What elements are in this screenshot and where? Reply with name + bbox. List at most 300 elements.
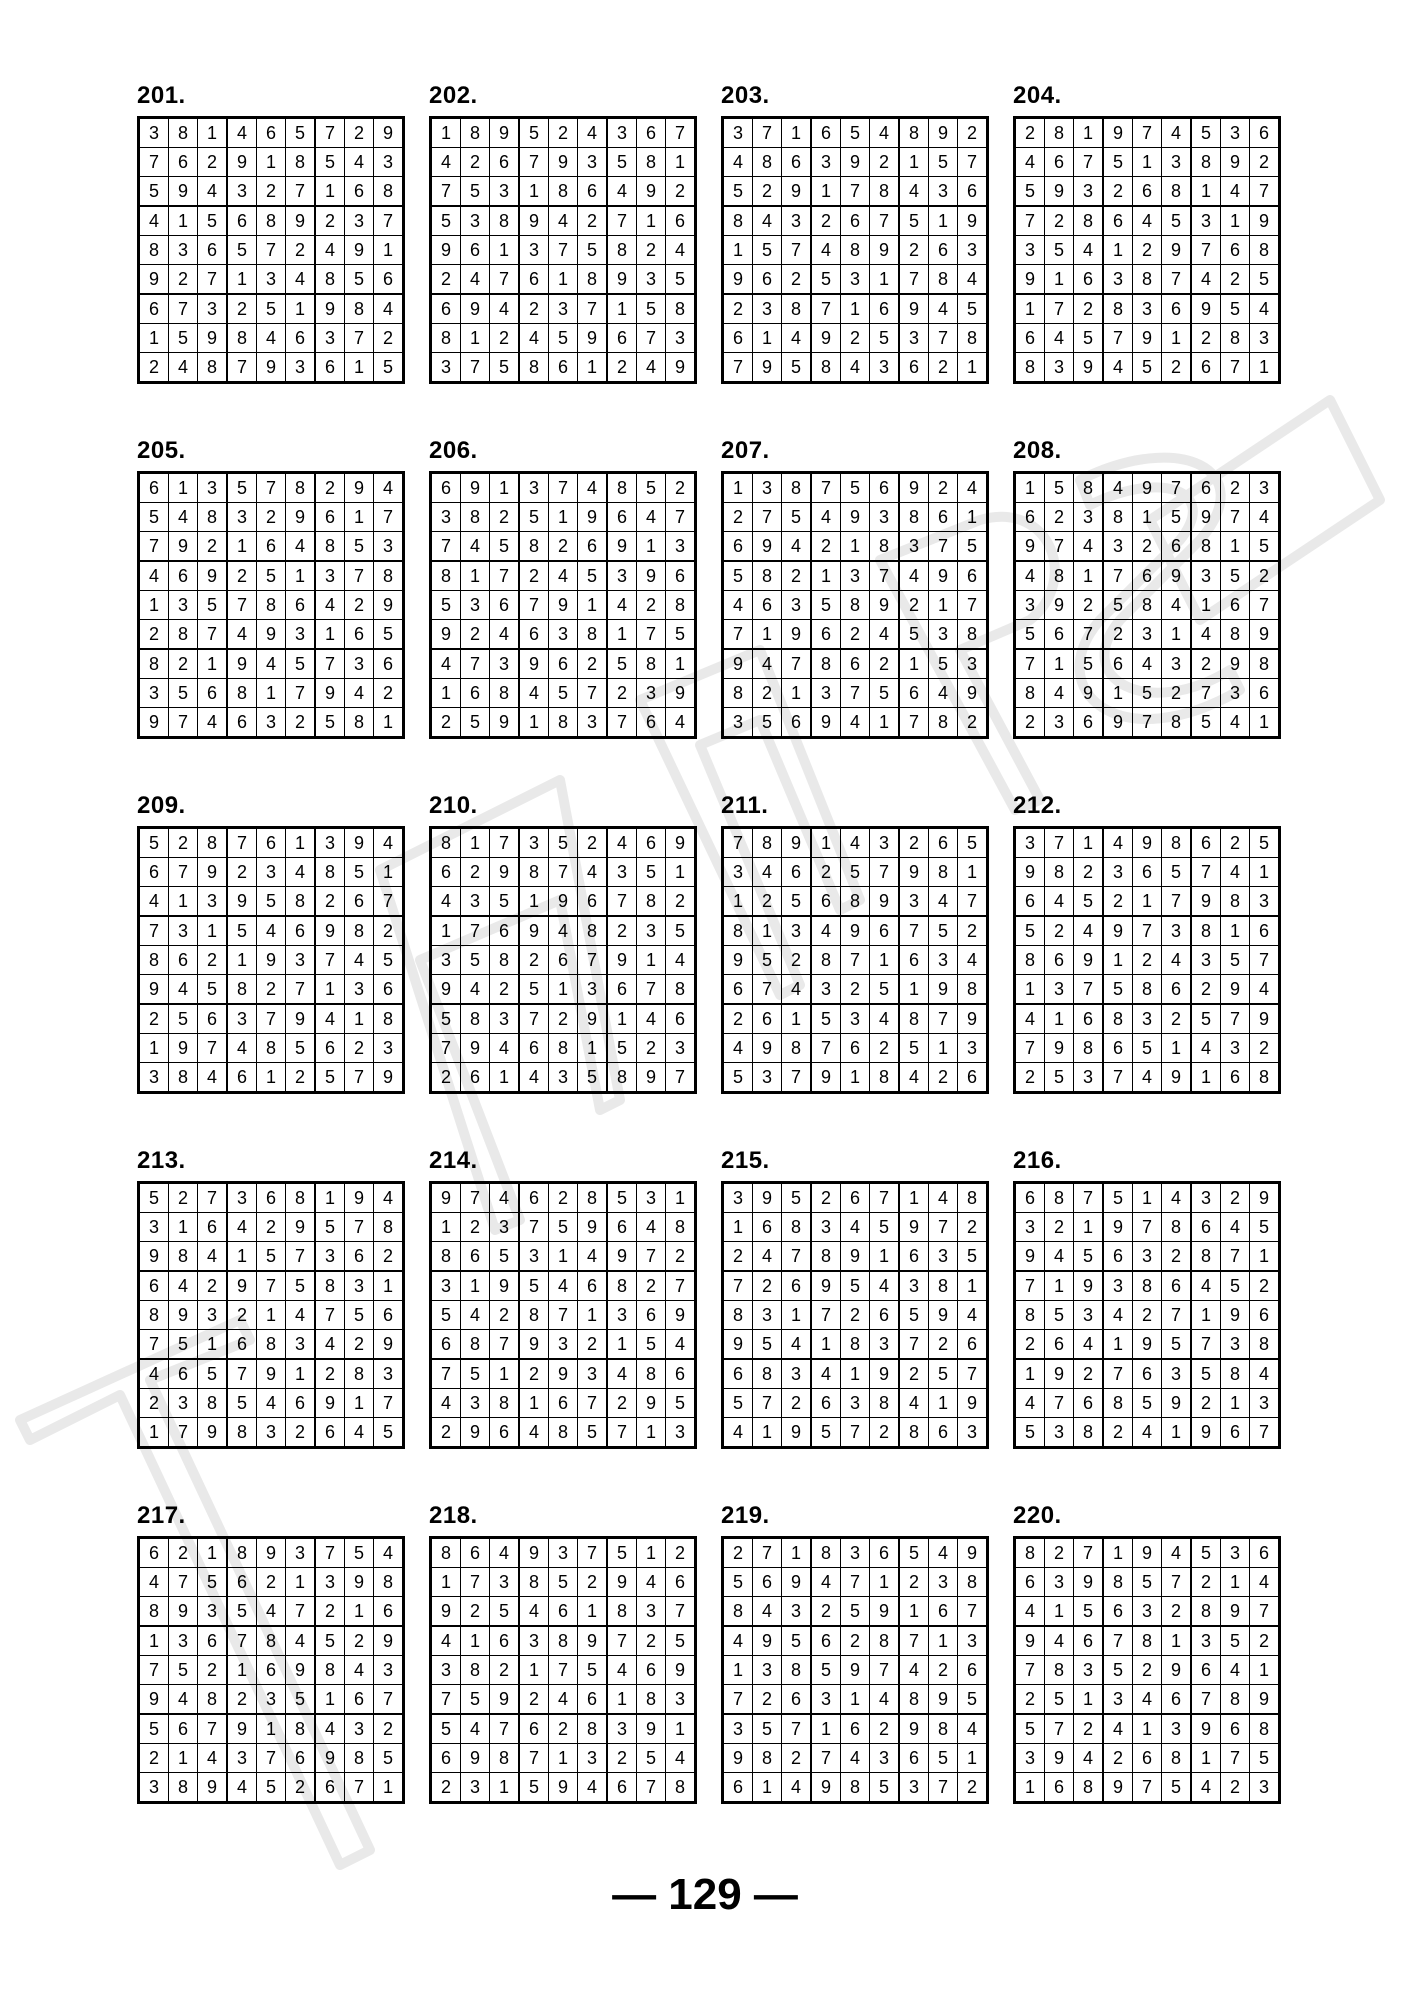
sudoku-cell: 7 bbox=[1015, 1656, 1045, 1685]
sudoku-cell: 3 bbox=[549, 1538, 578, 1568]
sudoku-cell: 5 bbox=[139, 1183, 169, 1213]
sudoku-cell: 5 bbox=[1250, 1213, 1280, 1242]
sudoku-cell: 8 bbox=[549, 1626, 578, 1656]
sudoku-cell: 1 bbox=[666, 858, 696, 887]
sudoku-cell: 2 bbox=[753, 177, 782, 207]
sudoku-cell: 4 bbox=[1250, 975, 1280, 1005]
sudoku-cell: 6 bbox=[1045, 946, 1074, 975]
sudoku-cell: 5 bbox=[870, 975, 900, 1005]
sudoku-cell: 2 bbox=[1221, 828, 1250, 858]
sudoku-cell: 9 bbox=[549, 1773, 578, 1803]
sudoku-cell: 2 bbox=[782, 1744, 812, 1773]
sudoku-cell: 7 bbox=[461, 1183, 490, 1213]
sudoku-cell: 9 bbox=[286, 206, 316, 236]
sudoku-cell: 3 bbox=[1074, 1301, 1104, 1330]
sudoku-cell: 1 bbox=[958, 1271, 988, 1301]
sudoku-cell: 9 bbox=[431, 1597, 461, 1627]
puzzle-number: 212. bbox=[1013, 792, 1062, 819]
puzzle-number: 208. bbox=[1013, 437, 1062, 464]
sudoku-cell: 9 bbox=[431, 236, 461, 265]
sudoku-cell: 4 bbox=[958, 1714, 988, 1744]
sudoku-cell: 1 bbox=[1015, 1359, 1045, 1389]
sudoku-cell: 9 bbox=[811, 708, 841, 738]
sudoku-cell: 6 bbox=[1133, 858, 1162, 887]
sudoku-cell: 9 bbox=[286, 503, 316, 532]
sudoku-cell: 2 bbox=[1191, 975, 1221, 1005]
sudoku-cell: 2 bbox=[637, 1034, 666, 1063]
sudoku-cell: 1 bbox=[315, 177, 345, 207]
sudoku-cell: 4 bbox=[139, 1359, 169, 1389]
sudoku-cell: 1 bbox=[198, 118, 228, 148]
sudoku-cell: 1 bbox=[519, 887, 549, 917]
sudoku-cell: 6 bbox=[578, 1271, 608, 1301]
sudoku-cell: 9 bbox=[1103, 1213, 1133, 1242]
sudoku-cell: 6 bbox=[286, 591, 316, 620]
sudoku-cell: 5 bbox=[1133, 353, 1162, 383]
sudoku-cell: 8 bbox=[315, 532, 345, 562]
sudoku-cell: 3 bbox=[1162, 916, 1192, 946]
sudoku-cell: 7 bbox=[519, 1004, 549, 1034]
sudoku-cell: 5 bbox=[782, 353, 812, 383]
sudoku-cell: 7 bbox=[169, 708, 198, 738]
sudoku-cell: 1 bbox=[169, 887, 198, 917]
sudoku-cell: 1 bbox=[1162, 1034, 1192, 1063]
sudoku-cell: 1 bbox=[1103, 1330, 1133, 1360]
sudoku-cell: 6 bbox=[637, 1656, 666, 1685]
sudoku-cell: 1 bbox=[666, 1714, 696, 1744]
sudoku-cell: 4 bbox=[929, 294, 958, 324]
sudoku-cell: 8 bbox=[1162, 1213, 1192, 1242]
sudoku-cell: 8 bbox=[958, 620, 988, 650]
sudoku-cell: 4 bbox=[1191, 265, 1221, 295]
sudoku-cell: 5 bbox=[929, 1359, 958, 1389]
sudoku-cell: 2 bbox=[169, 1183, 198, 1213]
sudoku-cell: 6 bbox=[929, 236, 958, 265]
sudoku-cell: 7 bbox=[782, 1242, 812, 1272]
sudoku-cell: 5 bbox=[1191, 118, 1221, 148]
sudoku-cell: 6 bbox=[461, 1538, 490, 1568]
sudoku-cell: 7 bbox=[1074, 975, 1104, 1005]
sudoku-cell: 9 bbox=[899, 294, 929, 324]
sudoku-cell: 8 bbox=[782, 1213, 812, 1242]
sudoku-cell: 2 bbox=[753, 679, 782, 708]
sudoku-cell: 5 bbox=[1074, 1242, 1104, 1272]
sudoku-cell: 4 bbox=[870, 1685, 900, 1715]
sudoku-cell: 9 bbox=[461, 1418, 490, 1448]
sudoku-cell: 7 bbox=[519, 1744, 549, 1773]
sudoku-cell: 2 bbox=[811, 532, 841, 562]
sudoku-cell: 6 bbox=[1221, 1714, 1250, 1744]
sudoku-cell: 7 bbox=[1045, 294, 1074, 324]
sudoku-cell: 3 bbox=[1191, 1183, 1221, 1213]
sudoku-cell: 4 bbox=[607, 1359, 637, 1389]
sudoku-cell: 7 bbox=[841, 1568, 870, 1597]
sudoku-cell: 7 bbox=[1015, 1034, 1045, 1063]
sudoku-cell: 9 bbox=[811, 1773, 841, 1803]
sudoku-cell: 5 bbox=[431, 1714, 461, 1744]
sudoku-cell: 7 bbox=[578, 294, 608, 324]
sudoku-cell: 6 bbox=[753, 1568, 782, 1597]
sudoku-cell: 6 bbox=[782, 858, 812, 887]
sudoku-cell: 8 bbox=[315, 1656, 345, 1685]
sudoku-cell: 6 bbox=[198, 1626, 228, 1656]
sudoku-cell: 1 bbox=[753, 324, 782, 353]
sudoku-cell: 8 bbox=[1074, 473, 1104, 503]
sudoku-cell: 4 bbox=[1221, 1213, 1250, 1242]
sudoku-cell: 1 bbox=[1191, 1744, 1221, 1773]
sudoku-cell: 4 bbox=[929, 1538, 958, 1568]
sudoku-cell: 9 bbox=[782, 1418, 812, 1448]
sudoku-cell: 1 bbox=[637, 946, 666, 975]
sudoku-cell: 5 bbox=[1221, 946, 1250, 975]
sudoku-cell: 3 bbox=[870, 1330, 900, 1360]
sudoku-cell: 1 bbox=[1221, 1389, 1250, 1418]
sudoku-cell: 8 bbox=[257, 1626, 286, 1656]
sudoku-cell: 2 bbox=[578, 828, 608, 858]
sudoku-cell: 1 bbox=[169, 473, 198, 503]
sudoku-cell: 1 bbox=[637, 532, 666, 562]
sudoku-cell: 7 bbox=[490, 265, 520, 295]
sudoku-cell: 7 bbox=[431, 1034, 461, 1063]
sudoku-cell: 2 bbox=[870, 1418, 900, 1448]
sudoku-cell: 1 bbox=[490, 473, 520, 503]
sudoku-cell: 2 bbox=[1133, 236, 1162, 265]
sudoku-cell: 9 bbox=[753, 1626, 782, 1656]
sudoku-cell: 4 bbox=[1162, 591, 1192, 620]
sudoku-cell: 9 bbox=[1133, 828, 1162, 858]
sudoku-cell: 6 bbox=[811, 1626, 841, 1656]
sudoku-cell: 9 bbox=[607, 1568, 637, 1597]
sudoku-grid bbox=[1013, 1536, 1281, 1804]
sudoku-cell: 7 bbox=[607, 1418, 637, 1448]
sudoku-cell: 1 bbox=[841, 532, 870, 562]
sudoku-cell: 8 bbox=[958, 1568, 988, 1597]
sudoku-cell: 8 bbox=[374, 177, 404, 207]
sudoku-cell: 9 bbox=[286, 1004, 316, 1034]
sudoku-cell: 4 bbox=[1191, 620, 1221, 650]
sudoku-cell: 5 bbox=[666, 620, 696, 650]
sudoku-cell: 9 bbox=[490, 1685, 520, 1715]
sudoku-cell: 5 bbox=[899, 620, 929, 650]
sudoku-cell: 2 bbox=[1250, 1626, 1280, 1656]
sudoku-cell: 1 bbox=[1074, 1213, 1104, 1242]
sudoku-cell: 1 bbox=[753, 916, 782, 946]
sudoku-cell: 9 bbox=[723, 946, 753, 975]
sudoku-cell: 3 bbox=[753, 1656, 782, 1685]
sudoku-cell: 3 bbox=[198, 473, 228, 503]
sudoku-cell: 1 bbox=[315, 975, 345, 1005]
sudoku-cell: 8 bbox=[666, 294, 696, 324]
sudoku-cell: 7 bbox=[1045, 1389, 1074, 1418]
sudoku-cell: 8 bbox=[490, 679, 520, 708]
sudoku-cell: 8 bbox=[723, 679, 753, 708]
sudoku-cell: 1 bbox=[461, 828, 490, 858]
sudoku-cell: 3 bbox=[637, 1597, 666, 1627]
sudoku-cell: 6 bbox=[811, 1389, 841, 1418]
sudoku-cell: 8 bbox=[958, 975, 988, 1005]
sudoku-cell: 6 bbox=[723, 324, 753, 353]
sudoku-cell: 7 bbox=[1133, 1213, 1162, 1242]
sudoku-grid bbox=[721, 826, 989, 1094]
sudoku-cell: 2 bbox=[1221, 473, 1250, 503]
sudoku-cell: 3 bbox=[1015, 591, 1045, 620]
sudoku-cell: 5 bbox=[723, 1389, 753, 1418]
sudoku-cell: 1 bbox=[1221, 206, 1250, 236]
sudoku-cell: 1 bbox=[1074, 1685, 1104, 1715]
sudoku-cell: 7 bbox=[227, 591, 257, 620]
sudoku-cell: 7 bbox=[1191, 1330, 1221, 1360]
sudoku-cell: 8 bbox=[1162, 708, 1192, 738]
sudoku-cell: 8 bbox=[461, 1656, 490, 1685]
sudoku-cell: 5 bbox=[666, 265, 696, 295]
sudoku-cell: 6 bbox=[1015, 1568, 1045, 1597]
sudoku-cell: 1 bbox=[899, 1597, 929, 1627]
sudoku-cell: 1 bbox=[169, 206, 198, 236]
sudoku-cell: 7 bbox=[286, 1597, 316, 1627]
sudoku-cell: 6 bbox=[431, 1744, 461, 1773]
sudoku-cell: 1 bbox=[490, 1063, 520, 1093]
sudoku-cell: 1 bbox=[227, 1656, 257, 1685]
sudoku-cell: 1 bbox=[1250, 1656, 1280, 1685]
sudoku-cell: 4 bbox=[841, 1213, 870, 1242]
sudoku-cell: 5 bbox=[666, 1389, 696, 1418]
sudoku-cell: 7 bbox=[1162, 473, 1192, 503]
sudoku-cell: 5 bbox=[198, 1359, 228, 1389]
sudoku-cell: 6 bbox=[1074, 708, 1104, 738]
sudoku-cell: 3 bbox=[1045, 975, 1074, 1005]
sudoku-cell: 5 bbox=[958, 532, 988, 562]
sudoku-cell: 9 bbox=[549, 887, 578, 917]
sudoku-cell: 3 bbox=[782, 916, 812, 946]
sudoku-solution bbox=[1013, 792, 1277, 1094]
sudoku-cell: 1 bbox=[139, 1034, 169, 1063]
sudoku-cell: 5 bbox=[899, 1301, 929, 1330]
sudoku-cell: 8 bbox=[782, 294, 812, 324]
sudoku-cell: 4 bbox=[929, 887, 958, 917]
sudoku-cell: 4 bbox=[345, 148, 374, 177]
sudoku-cell: 6 bbox=[637, 828, 666, 858]
sudoku-cell: 9 bbox=[374, 591, 404, 620]
sudoku-cell: 4 bbox=[929, 1183, 958, 1213]
sudoku-cell: 9 bbox=[723, 265, 753, 295]
sudoku-cell: 1 bbox=[345, 503, 374, 532]
sudoku-cell: 7 bbox=[958, 887, 988, 917]
sudoku-solution bbox=[137, 792, 401, 1094]
sudoku-cell: 7 bbox=[1221, 1744, 1250, 1773]
sudoku-cell: 4 bbox=[1103, 473, 1133, 503]
sudoku-cell: 9 bbox=[870, 887, 900, 917]
sudoku-cell: 4 bbox=[1103, 353, 1133, 383]
sudoku-cell: 9 bbox=[782, 177, 812, 207]
sudoku-cell: 5 bbox=[461, 1359, 490, 1389]
sudoku-cell: 4 bbox=[1045, 1626, 1074, 1656]
sudoku-grid bbox=[721, 1181, 989, 1449]
sudoku-cell: 1 bbox=[139, 1418, 169, 1448]
sudoku-cell: 2 bbox=[1250, 1034, 1280, 1063]
sudoku-cell: 8 bbox=[870, 177, 900, 207]
sudoku-cell: 4 bbox=[1015, 1004, 1045, 1034]
sudoku-cell: 1 bbox=[345, 1597, 374, 1627]
sudoku-cell: 7 bbox=[286, 177, 316, 207]
sudoku-cell: 3 bbox=[637, 679, 666, 708]
sudoku-cell: 6 bbox=[958, 1063, 988, 1093]
sudoku-cell: 7 bbox=[1250, 1418, 1280, 1448]
sudoku-cell: 2 bbox=[899, 591, 929, 620]
sudoku-cell: 6 bbox=[1015, 1183, 1045, 1213]
sudoku-cell: 2 bbox=[637, 1271, 666, 1301]
sudoku-cell: 2 bbox=[1074, 858, 1104, 887]
sudoku-cell: 1 bbox=[607, 1330, 637, 1360]
sudoku-cell: 9 bbox=[578, 503, 608, 532]
sudoku-cell: 2 bbox=[607, 1744, 637, 1773]
sudoku-cell: 9 bbox=[345, 828, 374, 858]
sudoku-cell: 7 bbox=[637, 1242, 666, 1272]
sudoku-cell: 9 bbox=[519, 1538, 549, 1568]
sudoku-cell: 7 bbox=[1045, 1714, 1074, 1744]
sudoku-cell: 3 bbox=[607, 1714, 637, 1744]
sudoku-cell: 4 bbox=[1103, 1714, 1133, 1744]
sudoku-cell: 8 bbox=[723, 206, 753, 236]
sudoku-cell: 4 bbox=[549, 206, 578, 236]
sudoku-cell: 9 bbox=[899, 858, 929, 887]
puzzle-number: 210. bbox=[429, 792, 478, 819]
sudoku-cell: 1 bbox=[929, 1389, 958, 1418]
sudoku-cell: 9 bbox=[1133, 324, 1162, 353]
sudoku-cell: 4 bbox=[1191, 1773, 1221, 1803]
sudoku-cell: 5 bbox=[169, 1330, 198, 1360]
sudoku-cell: 6 bbox=[1191, 1656, 1221, 1685]
sudoku-cell: 4 bbox=[1045, 1242, 1074, 1272]
sudoku-cell: 4 bbox=[1221, 858, 1250, 887]
sudoku-cell: 8 bbox=[549, 1034, 578, 1063]
sudoku-cell: 1 bbox=[899, 975, 929, 1005]
sudoku-cell: 6 bbox=[782, 148, 812, 177]
sudoku-cell: 6 bbox=[1162, 975, 1192, 1005]
sudoku-cell: 5 bbox=[169, 324, 198, 353]
sudoku-cell: 1 bbox=[1221, 1568, 1250, 1597]
sudoku-cell: 2 bbox=[723, 1004, 753, 1034]
sudoku-cell: 8 bbox=[1221, 1685, 1250, 1715]
sudoku-cell: 9 bbox=[374, 1063, 404, 1093]
sudoku-cell: 8 bbox=[841, 887, 870, 917]
sudoku-cell: 6 bbox=[257, 118, 286, 148]
sudoku-cell: 8 bbox=[198, 1389, 228, 1418]
sudoku-cell: 7 bbox=[1103, 1359, 1133, 1389]
sudoku-cell: 4 bbox=[723, 1418, 753, 1448]
sudoku-cell: 5 bbox=[578, 1063, 608, 1093]
sudoku-cell: 4 bbox=[257, 1389, 286, 1418]
sudoku-cell: 4 bbox=[753, 1597, 782, 1627]
sudoku-cell: 8 bbox=[929, 1271, 958, 1301]
sudoku-cell: 3 bbox=[374, 1359, 404, 1389]
sudoku-cell: 6 bbox=[1103, 1242, 1133, 1272]
sudoku-cell: 5 bbox=[1103, 975, 1133, 1005]
sudoku-cell: 5 bbox=[139, 828, 169, 858]
sudoku-cell: 5 bbox=[753, 708, 782, 738]
sudoku-cell: 9 bbox=[958, 206, 988, 236]
sudoku-cell: 4 bbox=[139, 1568, 169, 1597]
sudoku-cell: 8 bbox=[519, 1301, 549, 1330]
sudoku-cell: 7 bbox=[139, 148, 169, 177]
sudoku-cell: 8 bbox=[870, 1626, 900, 1656]
sudoku-cell: 5 bbox=[227, 916, 257, 946]
sudoku-cell: 6 bbox=[169, 1359, 198, 1389]
sudoku-cell: 1 bbox=[257, 679, 286, 708]
sudoku-cell: 5 bbox=[637, 1330, 666, 1360]
sudoku-cell: 9 bbox=[899, 473, 929, 503]
sudoku-cell: 8 bbox=[169, 1242, 198, 1272]
sudoku-cell: 1 bbox=[1133, 503, 1162, 532]
sudoku-cell: 8 bbox=[811, 1538, 841, 1568]
sudoku-cell: 9 bbox=[637, 1714, 666, 1744]
sudoku-cell: 6 bbox=[578, 1685, 608, 1715]
sudoku-cell: 8 bbox=[899, 503, 929, 532]
sudoku-cell: 9 bbox=[431, 975, 461, 1005]
sudoku-cell: 3 bbox=[958, 236, 988, 265]
sudoku-cell: 3 bbox=[374, 1656, 404, 1685]
sudoku-cell: 2 bbox=[1221, 1183, 1250, 1213]
sudoku-cell: 9 bbox=[637, 177, 666, 207]
sudoku-cell: 1 bbox=[286, 828, 316, 858]
sudoku-cell: 2 bbox=[286, 1063, 316, 1093]
sudoku-cell: 7 bbox=[1103, 1063, 1133, 1093]
sudoku-cell: 4 bbox=[578, 1242, 608, 1272]
sudoku-cell: 8 bbox=[431, 561, 461, 591]
sudoku-cell: 8 bbox=[345, 1359, 374, 1389]
sudoku-cell: 1 bbox=[1015, 975, 1045, 1005]
sudoku-cell: 7 bbox=[1015, 649, 1045, 679]
sudoku-cell: 3 bbox=[345, 1714, 374, 1744]
sudoku-cell: 1 bbox=[782, 1301, 812, 1330]
sudoku-cell: 9 bbox=[1250, 1183, 1280, 1213]
sudoku-cell: 9 bbox=[870, 236, 900, 265]
sudoku-cell: 4 bbox=[257, 324, 286, 353]
sudoku-cell: 9 bbox=[723, 1744, 753, 1773]
sudoku-cell: 8 bbox=[811, 649, 841, 679]
sudoku-cell: 8 bbox=[899, 118, 929, 148]
sudoku-cell: 4 bbox=[753, 649, 782, 679]
sudoku-cell: 7 bbox=[870, 858, 900, 887]
sudoku-cell: 3 bbox=[578, 148, 608, 177]
sudoku-cell: 4 bbox=[1133, 1063, 1162, 1093]
sudoku-cell: 5 bbox=[1162, 1773, 1192, 1803]
sudoku-cell: 2 bbox=[1015, 1330, 1045, 1360]
sudoku-cell: 4 bbox=[578, 1773, 608, 1803]
sudoku-cell: 8 bbox=[549, 177, 578, 207]
sudoku-cell: 4 bbox=[870, 1004, 900, 1034]
sudoku-grid bbox=[721, 116, 989, 384]
sudoku-cell: 5 bbox=[1074, 649, 1104, 679]
sudoku-cell: 1 bbox=[286, 294, 316, 324]
sudoku-cell: 5 bbox=[549, 828, 578, 858]
sudoku-cell: 8 bbox=[841, 1330, 870, 1360]
sudoku-cell: 7 bbox=[139, 1656, 169, 1685]
sudoku-cell: 5 bbox=[753, 1330, 782, 1360]
sudoku-cell: 4 bbox=[1103, 1301, 1133, 1330]
sudoku-cell: 1 bbox=[782, 679, 812, 708]
sudoku-cell: 1 bbox=[1162, 620, 1192, 650]
sudoku-cell: 2 bbox=[286, 236, 316, 265]
sudoku-cell: 8 bbox=[345, 1744, 374, 1773]
sudoku-cell: 2 bbox=[374, 1714, 404, 1744]
puzzle-number: 204. bbox=[1013, 82, 1062, 109]
sudoku-solution bbox=[1013, 82, 1277, 384]
sudoku-cell: 4 bbox=[811, 916, 841, 946]
puzzle-number: 215. bbox=[721, 1147, 770, 1174]
sudoku-grid bbox=[429, 826, 697, 1094]
sudoku-cell: 3 bbox=[723, 1714, 753, 1744]
sudoku-cell: 7 bbox=[1162, 265, 1192, 295]
